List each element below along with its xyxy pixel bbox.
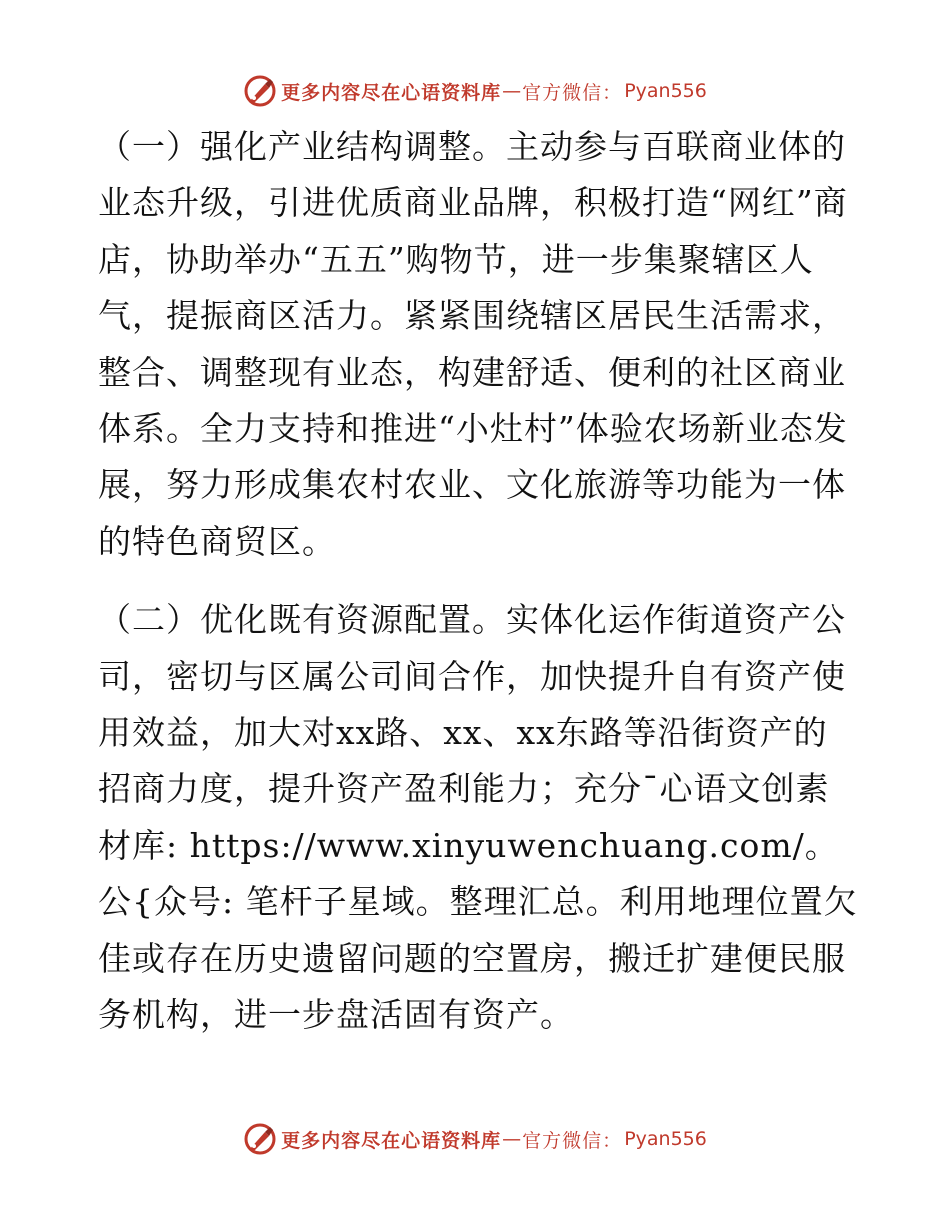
pen-logo-icon — [243, 1122, 277, 1156]
banner-dash: — — [502, 1128, 522, 1150]
banner-dash: — — [502, 80, 522, 102]
paragraph-industry-structure: （一）强化产业结构调整。主动参与百联商业体的业态升级，引进优质商业品牌，积极打造“网红”商店，协助举办“五五”购物节，进一步集聚辖区人气，提振商区活力。紧紧围绕辖区居民生活需求，整合、调整现有业态，构建舒适、便利的社区商业体系。全力支持和推进“小灶村”体验农场新业态发展，努力形成集农村农业、文化旅游等功能为一体的特色商贸区。 — [98, 127, 848, 561]
banner-wechat-label: 官方微信： — [522, 1129, 623, 1152]
document-body — [98, 119, 858, 1044]
footer-banner — [0, 1119, 950, 1159]
banner-wechat-label: 官方微信： — [522, 81, 623, 104]
banner-brand-text: 更多内容尽在心语资料库 — [281, 1129, 502, 1152]
pen-logo-icon — [243, 74, 277, 108]
banner-brand-text: 更多内容尽在心语资料库 — [281, 81, 502, 104]
paragraph-resource-allocation: （二）优化既有资源配置。实体化运作街道资产公司，密切与区属公司间合作，加快提升自有资产使用效益，加大对xx路、xx、xx东路等沿街资产的招商力度，提升资产盈利能力；充分¯心语文创素材库: https://www.xinyuwenchuang.com/。公{众号: 笔杆子星域。整理汇总。利用地理位置欠佳或存在历史遗留问题的空置房，搬迁扩建便民服务机构，进一步盘活固有资产。 — [98, 600, 858, 1035]
banner-wechat-id: Pyan556 — [624, 1128, 707, 1150]
banner-wechat-id: Pyan556 — [624, 80, 707, 102]
header-banner — [0, 71, 950, 111]
